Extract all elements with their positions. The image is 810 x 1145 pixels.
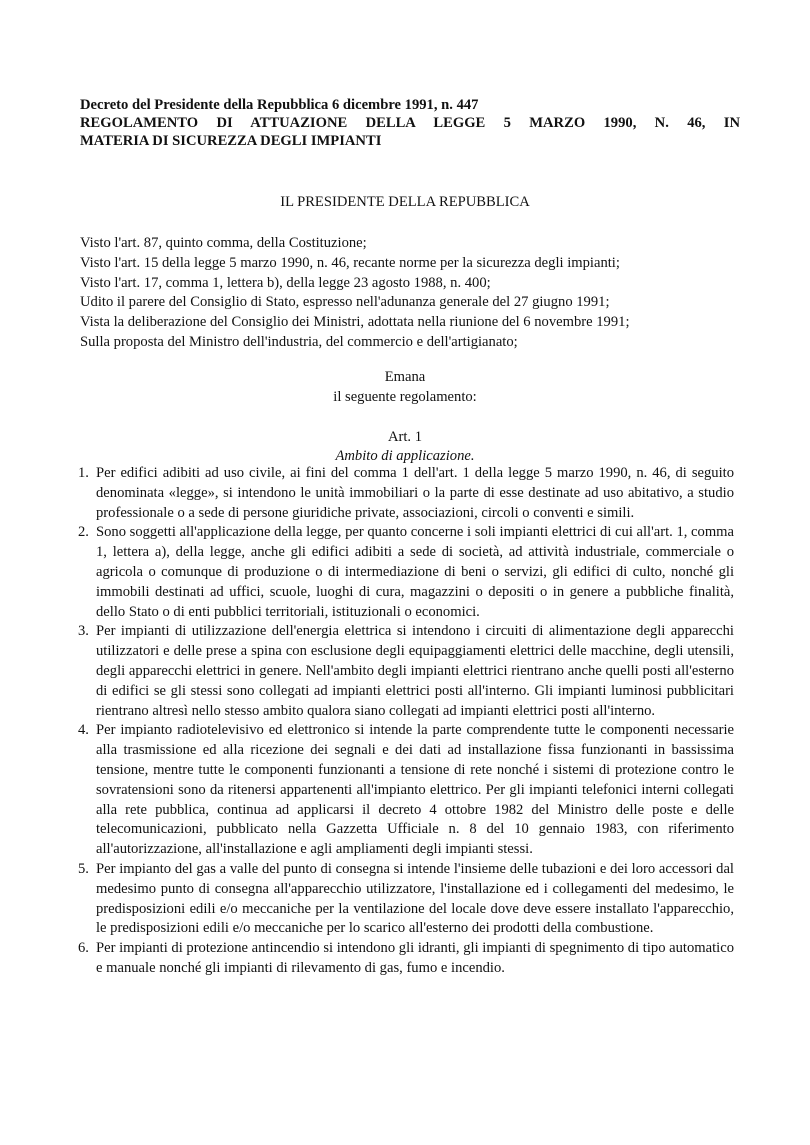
paragraph-number: 6. (78, 940, 89, 957)
regulation-title-line-1: REGOLAMENTO DI ATTUAZIONE DELLA LEGGE 5 MARZO 1990, N. 46, IN (80, 115, 740, 131)
president-heading: IL PRESIDENTE DELLA REPUBBLICA (280, 194, 530, 210)
preamble-item: Udito il parere del Consiglio di Stato, espresso nell'adunanza generale del 27 giugno 1991; (80, 294, 610, 311)
paragraph-number: 1. (78, 465, 89, 481)
enactment-formula (80, 368, 730, 407)
paragraph-number: 4. (78, 722, 89, 739)
paragraph-text: Per impianto radiotelevisivo ed elettronico si intende la parte comprendente tutte le componenti necessarie alla trasmissione ed alla ricezione dei segnali e dei dati ad installazione fissa funzionanti in bassissima tensione, mentre tutte le componenti funzionanti a tensione di rete nonché i sistemi di protezione contro le sovratensioni sono da ritenersi appartenenti all'impianto elettrico. Per gli impianti telefonici interni collegati alla rete pubblica, continua ad applicarsi il decreto 4 ottobre 1982 del Ministro delle poste e delle telecomunicazioni, pubblicato nella Gazzetta Ufficiale n. 8 del 10 gennaio 1983, con riferimento all'autorizzazione, all'installazione e agli ampliamenti degli impianti stessi. (96, 722, 734, 858)
decree-title: Decreto del Presidente della Repubblica 6 dicembre 1991, n. 447 (80, 97, 479, 113)
regulation-title-line-2: MATERIA DI SICUREZZA DEGLI IMPIANTI (80, 133, 382, 149)
article-paragraphs (78, 464, 734, 979)
preamble-list (80, 234, 740, 353)
paragraph-text: Per impianti di protezione antincendio si intendono gli idranti, gli impianti di spegnimento di tipo automatico e manuale nonché gli impianti di rilevamento di gas, fumo e incendio. (96, 940, 734, 976)
article-paragraph (78, 860, 734, 939)
article-heading (80, 428, 730, 466)
paragraph-text: Per impianti di utilizzazione dell'energia elettrica si intendono i circuiti di alimentazione degli apparecchi utilizzatori e delle prese a spina con esclusione degli equipaggiamenti elettrici delle macchine, degli utensili, degli apparecchi elettrici in genere. Nell'ambito degli impianti elettrici rientrano anche quelli posti all'esterno di edifici se gli stessi sono collegati ad impianti elettrici posti all'interno. Gli impianti luminosi pubblicitari rientrano altresì nello stesso ambito qualora siano collegati ad impianti elettrici posti all'interno. (96, 623, 734, 719)
paragraph-number: 2. (78, 524, 89, 541)
article-paragraph (78, 939, 734, 979)
emana-label: Emana (384, 369, 426, 385)
preamble-item: Visto l'art. 15 della legge 5 marzo 1990, n. 46, recante norme per la sicurezza degli impianti; (80, 254, 620, 271)
preamble-item: Visto l'art. 17, comma 1, lettera b), della legge 23 agosto 1988, n. 400; (80, 274, 491, 291)
paragraph-text: Sono soggetti all'applicazione della legge, per quanto concerne i soli impianti elettrici di cui all'art. 1, comma 1, lettera a), della legge, anche gli edifici adibiti a sede di società, ad attività industriale, commerciale o agricola o comunque di produzione o di intermediazione di beni o servizi, gli edifici di culto, nonché gli immobili destinati ad uffici, scuole, luoghi di cura, magazzini o depositi o in genere a pubbliche finalità, dello Stato o di enti pubblici territoriali, istituzionali o economici. (96, 524, 734, 620)
article-paragraph (78, 721, 734, 860)
preamble-item: Visto l'art. 87, quinto comma, della Costituzione; (80, 235, 367, 251)
paragraph-text: Per impianto del gas a valle del punto di consegna si intende l'insieme delle tubazioni e dei loro accessori dal medesimo punto di consegna all'apparecchio utilizzatore, l'installazione ed i collegamenti del medesimo, le predisposizioni edili e/o meccaniche per la ventilazione del locale dove deve essere installato l'apparecchio, le predisposizioni edili e/o meccaniche per lo scarico all'esterno dei prodotti della combustione. (96, 860, 734, 937)
paragraph-number: 3. (78, 623, 89, 640)
article-subtitle: Ambito di applicazione. (335, 448, 475, 464)
paragraph-text: Per edifici adibiti ad uso civile, ai fini del comma 1 dell'art. 1 della legge 5 marzo 1990, n. 46, di seguito denominata «legge», si intendono le unità immobiliari o la parte di esse destinate ad uso abitativo, a studio professionale o a sede di persone giuridiche private, associazioni, circoli o conventi e simili. (96, 465, 734, 521)
preamble-item: Sulla proposta del Ministro dell'industria, del commercio e dell'artigianato; (80, 333, 518, 350)
paragraph-number: 5. (78, 860, 89, 877)
article-paragraph (78, 523, 734, 622)
emana-sublabel: il seguente regolamento: (333, 388, 477, 405)
article-paragraph (78, 622, 734, 721)
article-paragraph (78, 464, 734, 523)
article-title: Art. 1 (387, 429, 423, 445)
preamble-item: Vista la deliberazione del Consiglio dei Ministri, adottata nella riunione del 6 novembre 1991; (80, 314, 630, 331)
